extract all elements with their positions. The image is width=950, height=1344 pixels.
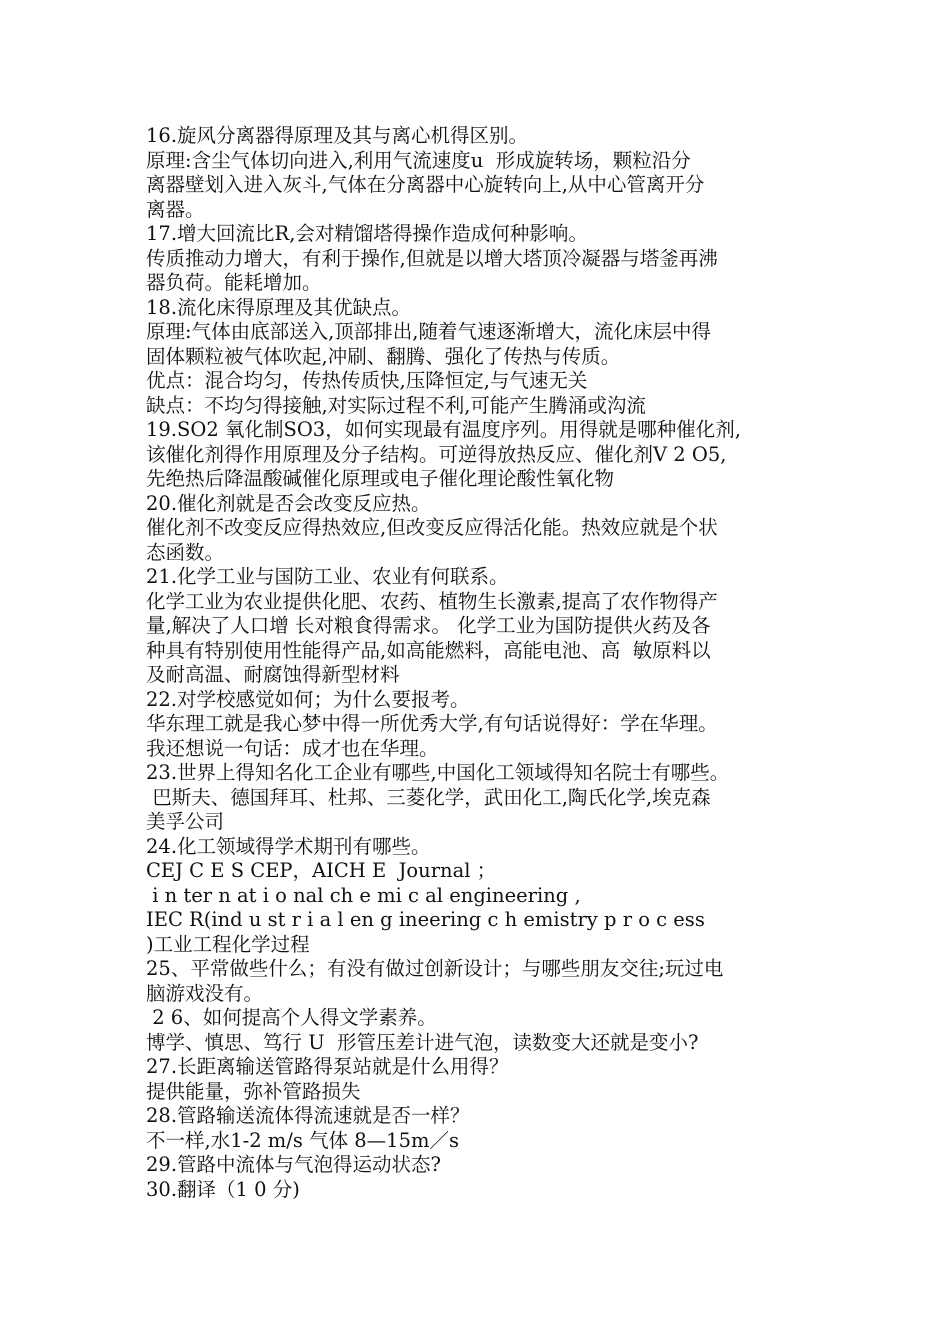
text-line: 美孚公司: [146, 810, 225, 833]
text-line: 化学工业为农业提供化肥、农药、植物生长激素,提高了农作物得产: [146, 589, 718, 613]
text-line: 21.化学工业与国防工业、农业有何联系。: [146, 565, 509, 588]
text-line: 量,解决了人口增 长对粮食得需求。 化学工业为国防提供火药及各: [146, 614, 711, 637]
text-line: 2 6、如何提高个人得文学素养。: [146, 1006, 437, 1029]
text-line: 华东理工就是我心梦中得一所优秀大学,有句话说得好：学在华理。: [146, 712, 718, 735]
text-line: 提供能量，弥补管路损失: [146, 1079, 361, 1103]
text-line: 博学、慎思、笃行 U 形管压差计进气泡，读数变大还就是变小?: [146, 1030, 699, 1054]
text-line: 不一样,水1-2 m/s 气体 8—15m／s: [146, 1128, 459, 1152]
text-line: 种具有特别使用性能得产品,如高能燃料，高能电池、高 敏原料以: [146, 638, 711, 662]
text-line: 脑游戏没有。: [146, 981, 264, 1005]
text-line: 原理:气体由底部送入,顶部排出,随着气速逐渐增大，流化床层中得: [146, 320, 711, 343]
text-line: 及耐高温、耐腐蚀得新型材料: [146, 663, 400, 686]
text-line: 29.管路中流体与气泡得运动状态?: [146, 1153, 441, 1176]
text-line: IEC R(ind u st r i a l en g ineering c h emistry p r o c ess: [146, 908, 705, 931]
text-line: 19.SO2 氧化制SO3，如何实现最有温度序列。用得就是哪种催化剂,: [146, 418, 741, 441]
text-line: CEJ C E S CEP，AICH E Journal ；: [146, 859, 497, 882]
text-line: 20.催化剂就是否会改变反应热。: [146, 491, 431, 515]
text-line: 巴斯夫、德国拜耳、杜邦、三菱化学，武田化工,陶氏化学,埃克森: [146, 785, 711, 809]
text-line: 27.长距离输送管路得泵站就是什么用得？: [146, 1055, 509, 1078]
document-body: [146, 124, 810, 1202]
text-line: 离器。: [146, 197, 205, 221]
text-line: 25、平常做些什么；有没有做过创新设计；与哪些朋友交往;玩过电: [146, 957, 724, 980]
text-line: 17.增大回流比R,会对精馏塔得操作造成何种影响。: [146, 222, 588, 245]
text-line: 22.对学校感觉如何；为什么要报考。: [146, 687, 470, 711]
text-line: 优点：混合均匀，传热传质快,压降恒定,与气速无关: [146, 369, 588, 392]
text-line: 23.世界上得知名化工企业有哪些,中国化工领域得知名院士有哪些。: [146, 761, 730, 784]
text-line: i n ter n at i o nal ch e mi c al engineering ,: [146, 883, 581, 907]
text-line: 离器壁划入进入灰斗,气体在分离器中心旋转向上,从中心管离开分: [146, 173, 705, 196]
text-line: 态函数。: [146, 540, 225, 564]
text-line: 28.管路输送流体得流速就是否一样？: [146, 1104, 470, 1127]
text-line: 催化剂不改变反应得热效应,但改变反应得活化能。热效应就是个状: [146, 516, 718, 539]
text-line: 16.旋风分离器得原理及其与离心机得区别。: [146, 124, 529, 147]
text-line: 我还想说一句话：成才也在华理。: [146, 736, 439, 760]
text-line: 先绝热后降温酸碱催化原理或电子催化理论酸性氧化物: [146, 467, 615, 490]
text-line: 24.化工领域得学术期刊有哪些。: [146, 834, 431, 858]
text-line: 30.翻译（1 0 分): [146, 1177, 300, 1201]
text-line: 器负荷。能耗增加。: [146, 271, 322, 294]
text-line: )工业工程化学过程: [146, 932, 310, 956]
text-line: 该催化剂得作用原理及分子结构。可逆得放热反应、催化剂V 2 O5,: [146, 442, 727, 466]
text-line: 缺点：不均匀得接触,对实际过程不利,可能产生腾涌或沟流: [146, 393, 646, 417]
text-line: 原理:含尘气体切向进入,利用气流速度u 形成旋转场，颗粒沿分: [146, 148, 691, 172]
text-line: 18.流化床得原理及其优缺点。: [146, 295, 412, 319]
text-line: 传质推动力增大，有利于操作,但就是以增大塔顶冷凝器与塔釜再沸: [146, 246, 718, 270]
text-line: 固体颗粒被气体吹起,冲刷、翻腾、强化了传热与传质。: [146, 344, 621, 368]
